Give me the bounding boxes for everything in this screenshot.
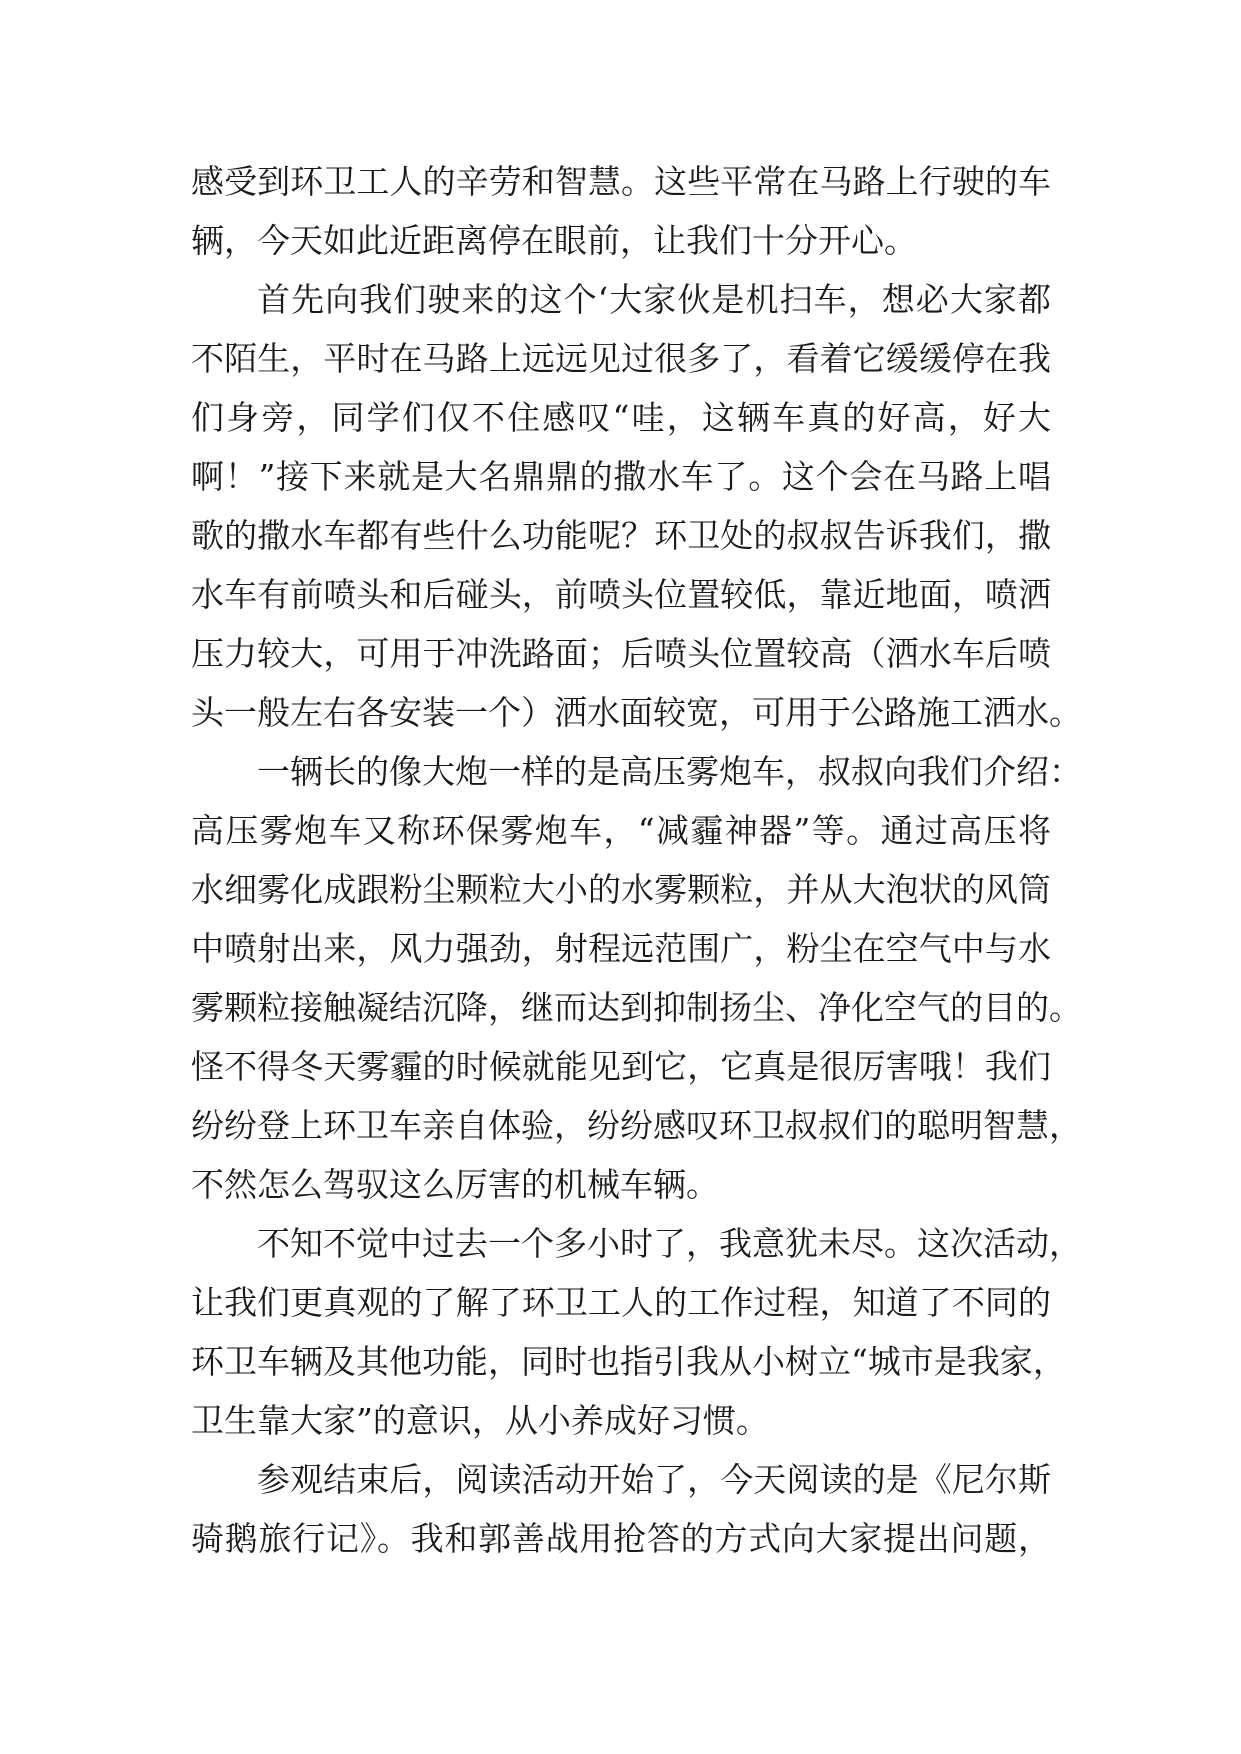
text-line: 们身旁，同学们仅不住感叹“哇，这辆车真的好高，好大: [191, 398, 1051, 437]
text-line: 感受到环卫工人的辛劳和智慧。这些平常在马路上行驶的车: [191, 162, 1051, 201]
text-line: 一辆长的像大炮一样的是高压雾炮车，叔叔向我们介绍：: [257, 752, 1082, 791]
text-line: 高压雾炮车又称环保雾炮车，“减霾神器”等。通过高压将: [191, 811, 1051, 850]
text-line: 怪不得冬天雾霾的时候就能见到它，它真是很厉害哦！我们: [191, 1047, 1051, 1086]
text-line: 不然怎么驾驭这么厉害的机械车辆。: [191, 1165, 719, 1204]
text-line: 不陌生，平时在马路上远远见过很多了，看着它缓缓停在我: [191, 339, 1051, 378]
text-line: 雾颗粒接触凝结沉降，继而达到抑制扬尘、净化空气的目的。: [191, 988, 1082, 1027]
text-line: 歌的撒水车都有些什么功能呢？环卫处的叔叔告诉我们，撒: [191, 516, 1051, 555]
text-line: 纷纷登上环卫车亲自体验，纷纷感叹环卫叔叔们的聪明智慧，: [191, 1106, 1082, 1145]
text-line: 压力较大，可用于冲洗路面；后喷头位置较高（洒水车后喷: [191, 634, 1051, 673]
text-line: 首先向我们驶来的这个‘大家伙是机扫车，想必大家都: [257, 280, 1051, 319]
text-line: 辆，今天如此近距离停在眼前，让我们十分开心。: [191, 221, 917, 260]
text-line: 不知不觉中过去一个多小时了，我意犹未尽。这次活动，: [257, 1224, 1082, 1263]
paragraph: [191, 742, 1082, 1214]
paragraph: [191, 152, 1051, 270]
text-line: 让我们更真观的了解了环卫工人的工作过程，知道了不同的: [191, 1283, 1051, 1322]
text-line: 卫生靠大家”的意识，从小养成好习惯。: [191, 1401, 769, 1440]
paragraph: [191, 1450, 1051, 1568]
text-line: 水细雾化成跟粉尘颗粒大小的水雾颗粒，并从大泡状的风筒: [191, 870, 1051, 909]
text-line: 骑鹅旅行记》。我和郭善战用抢答的方式向大家提出问题，: [191, 1519, 1051, 1558]
text-line: 参观结束后，阅读活动开始了，今天阅读的是《尼尔斯: [257, 1460, 1051, 1499]
text-line: 环卫车辆及其他功能，同时也指引我从小树立“城市是我家，: [191, 1342, 1066, 1381]
paragraph: [191, 270, 1082, 742]
paragraph: [191, 1214, 1082, 1450]
text-line: 中喷射出来，风力强劲，射程远范围广，粉尘在空气中与水: [191, 929, 1051, 968]
text-line: 水车有前喷头和后碰头，前喷头位置较低，靠近地面，喷洒: [191, 575, 1051, 614]
body-text: [191, 152, 1082, 1568]
text-line: 头一般左右各安装一个）洒水面较宽，可用于公路施工洒水。: [191, 693, 1082, 732]
text-line: 啊！”接下来就是大名鼎鼎的撒水车了。这个会在马路上唱: [191, 457, 1051, 496]
